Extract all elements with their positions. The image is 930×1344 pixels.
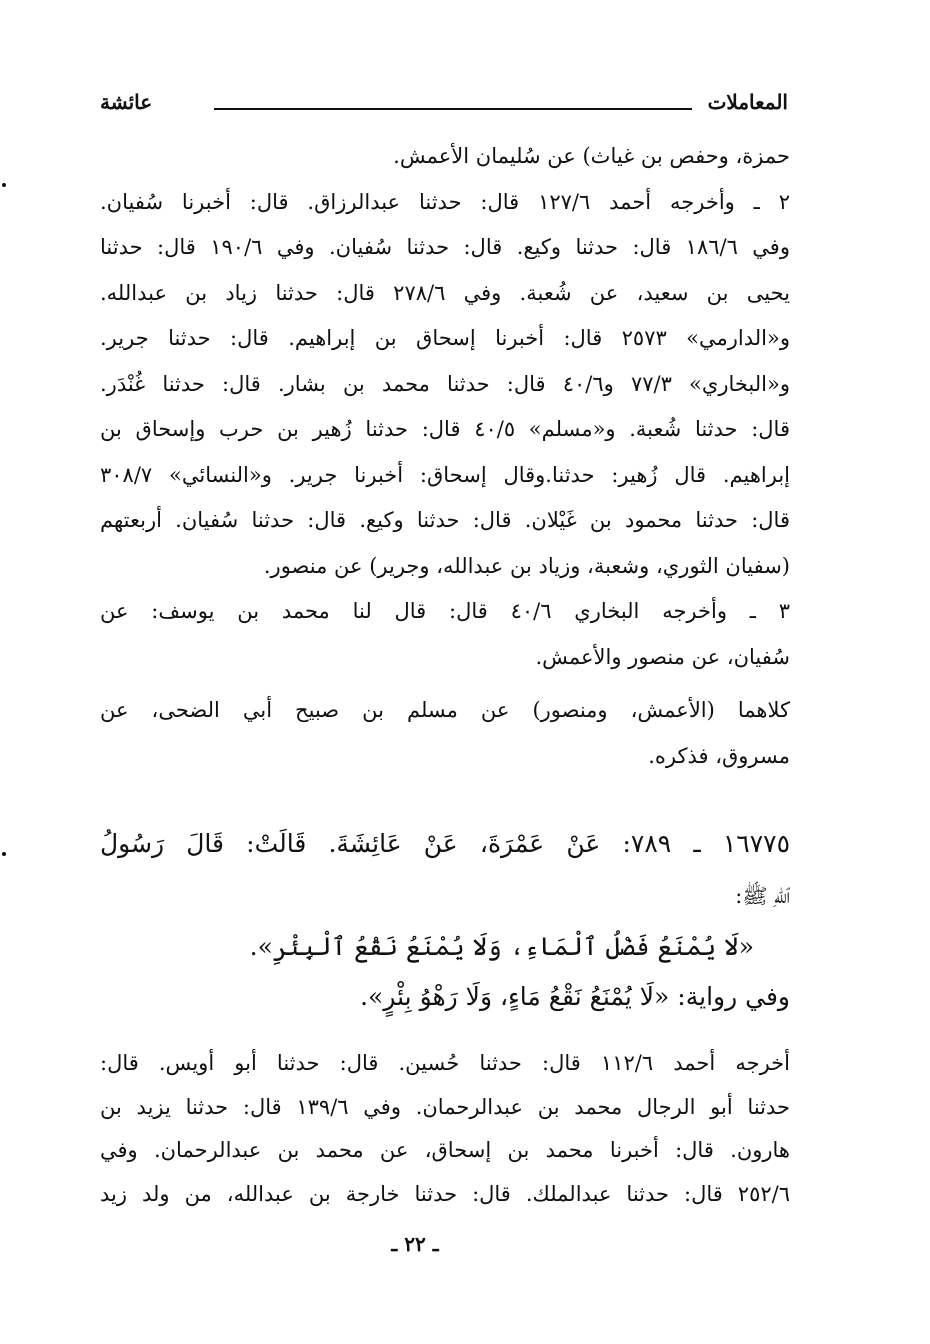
margin-mark <box>2 183 6 187</box>
text-line: يحيى بن سعيد، عن شُعبة. وفي ٢٧٨/٦ قال: حدثنا زياد بن عبدالله. <box>100 280 790 305</box>
previous-takhrij-block <box>100 134 790 779</box>
text-line: و«البخاري» ٧٧/٣ و٤٠/٦ قال: حدثنا محمد بن بشار. قال: حدثنا غُنْدَر. <box>100 371 790 396</box>
text-line: كلاهما (الأعمش، ومنصور) عن مسلم بن صبيح أبي الضحى، عن <box>100 698 790 722</box>
takhrij-block <box>100 1042 790 1216</box>
text-line: أخرجه أحمد ١١٢/٦ قال: حدثنا حُسين. قال: حدثنا أبو أويس. قال: <box>100 1051 790 1075</box>
text-line: (سفيان الثوري، وشعبة، وزياد بن عبدالله، وجرير) عن منصور. <box>263 553 790 578</box>
hadith-heading-continued: ٱللهِ ﷺ: <box>735 884 790 908</box>
text-line: وفي ١٨٦/٦ قال: حدثنا وكيع. قال: حدثنا سُفيان. وفي ١٩٠/٦ قال: حدثنا <box>100 235 790 259</box>
running-title: عائشة <box>100 90 153 114</box>
hadith-matn: «لَا يُمْنَعُ فَضْلُ ٱلْمَاءِ، وَلَا يُمْنَعُ نَقْعُ ٱلْبِئْرِ». <box>249 932 754 961</box>
page-number: ـ ٢٢ ـ <box>391 1232 439 1256</box>
text-line: إبراهيم. قال زُهير: حدثنا.وقال إسحاق: أخبرنا جرير. و«النسائي» ٣٠٨/٧ <box>100 462 790 487</box>
text-line: ٢ ـ وأخرجه أحمد ١٢٧/٦ قال: حدثنا عبدالرزاق. قال: أخبرنا سُفيان. <box>100 189 790 214</box>
section-title: المعاملات <box>707 90 788 114</box>
text-line: ٣ ـ وأخرجه البخاري ٤٠/٦ قال: قال لنا محمد بن يوسف: عن <box>100 599 790 623</box>
hadith-block <box>100 818 790 1022</box>
header-rule <box>214 108 692 110</box>
text-line: ٢٥٢/٦ قال: حدثنا عبدالملك. قال: حدثنا خارجة بن عبدالله، من ولد زيد <box>100 1181 790 1206</box>
text-line: و«الدارمي» ٢٥٧٣ قال: أخبرنا إسحاق بن إبراهيم. قال: حدثنا جرير. <box>100 326 790 350</box>
hadith-heading: ١٦٧٧٥ ـ ٧٨٩: عَنْ عَمْرَةَ، عَنْ عَائِشَةَ. قَالَتْ: قَالَ رَسُولُ <box>100 829 790 858</box>
hadith-riwaya: وفي رواية: «لَا يُمْنَعُ نَقْعُ مَاءٍ، وَلَا رَهْوُ بِئْرٍ». <box>360 982 790 1011</box>
page-header <box>100 86 788 120</box>
text-line: هارون. قال: أخبرنا محمد بن إسحاق، عن محمد بن عبدالرحمان. وفي <box>100 1138 790 1162</box>
text-line: حمزة، وحفص بن غياث) عن سُليمان الأعمش. <box>393 144 790 168</box>
text-line: قال: حدثنا شُعبة. و«مسلم» ٤٠/٥ قال: حدثنا زُهير بن حرب وإسحاق بن <box>100 417 790 441</box>
margin-mark <box>2 852 6 856</box>
text-line: سُفيان، عن منصور والأعمش. <box>535 644 790 669</box>
text-line: مسروق، فذكره. <box>648 743 790 768</box>
text-line: قال: حدثنا محمود بن غَيْلان. قال: حدثنا وكيع. قال: حدثنا سُفيان. أربعتهم <box>100 508 790 532</box>
text-line: حدثنا أبو الرجال محمد بن عبدالرحمان. وفي ١٣٩/٦ قال: حدثنا يزيد بن <box>100 1094 790 1119</box>
